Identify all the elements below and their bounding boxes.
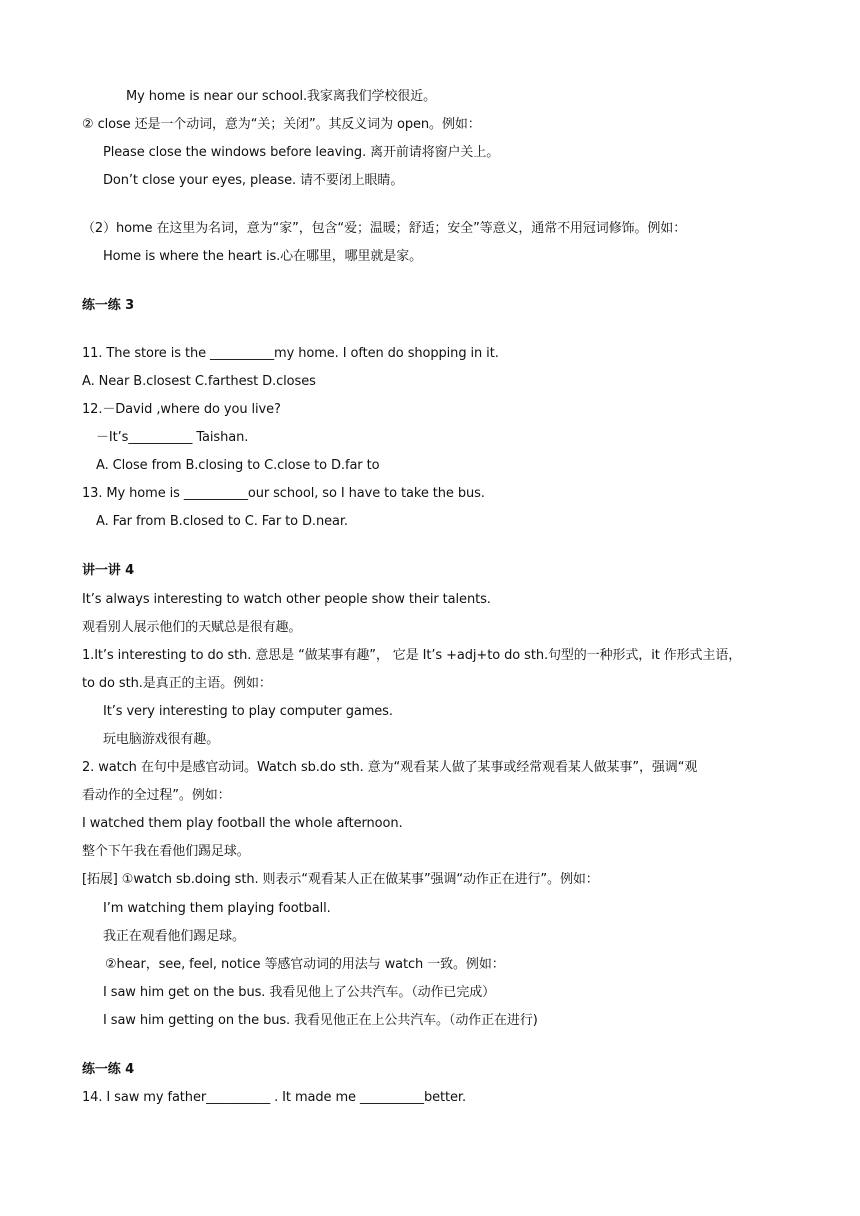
text-line: 整个下午我在看他们踢足球。 (82, 844, 250, 859)
options-line: A. Near B.closest C.farthest D.closes (82, 374, 316, 389)
question-line: 14. I saw my father__________ . It made me __________better. (82, 1090, 466, 1105)
text-line: 玩电脑游戏很有趣。 (103, 732, 220, 747)
text-line: My home is near our school.我家离我们学校很近。 (126, 89, 437, 104)
text-line: ② close 还是一个动词，意为“关；关闭”。其反义词为 open。例如： (82, 117, 481, 132)
section-heading: 练一练 3 (82, 298, 135, 313)
section-heading: 练一练 4 (82, 1062, 135, 1077)
options-line: A. Close from B.closing to C.close to D.far to (96, 458, 380, 473)
text-line: I saw him get on the bus. 我看见他上了公共汽车。（动作已完成） (103, 985, 496, 1000)
text-line: It’s always interesting to watch other people show their talents. (82, 592, 491, 607)
text-line: 我正在观看他们踢足球。 (103, 929, 245, 944)
options-line: A. Far from B.closed to C. Far to D.near. (96, 514, 348, 529)
text-line: 观看别人展示他们的天赋总是很有趣。 (82, 620, 302, 635)
text-line: Please close the windows before leaving. 离开前请将窗户关上。 (103, 145, 500, 160)
text-line: Don’t close your eyes, please. 请不要闭上眼睛。 (103, 173, 404, 188)
section-heading: 讲一讲 4 (82, 563, 135, 578)
question-line: －It’s__________ Taishan. (96, 430, 249, 445)
text-line: 1.It’s interesting to do sth. 意思是 “做某事有趣”， 它是 It’s +adj+to do sth.句型的一种形式，it 作形式主语， (82, 648, 742, 663)
text-line: Home is where the heart is.心在哪里，哪里就是家。 (103, 249, 423, 264)
text-line: I saw him getting on the bus. 我看见他正在上公共汽车。（动作正在进行) (103, 1013, 538, 1028)
text-line: I watched them play football the whole afternoon. (82, 816, 403, 831)
text-line: I’m watching them playing football. (103, 901, 331, 916)
text-line: 看动作的全过程”。例如： (82, 788, 231, 803)
text-line: （2）home 在这里为名词，意为“家”，包含“爱；温暖；舒适；安全”等意义，通常不用冠词修饰。例如： (82, 221, 687, 236)
question-line: 11. The store is the __________my home. I often do shopping in it. (82, 346, 499, 361)
text-line: [拓展] ①watch sb.doing sth. 则表示“观看某人正在做某事”强调“动作正在进行”。例如： (82, 872, 599, 887)
text-line: to do sth.是真正的主语。例如： (82, 676, 272, 691)
text-line: 2. watch 在句中是感官动词。Watch sb.do sth. 意为“观看某人做了某事或经常观看某人做某事”，强调“观 (82, 760, 698, 775)
question-line: 13. My home is __________our school, so I have to take the bus. (82, 486, 485, 501)
text-line: ②hear，see, feel, notice 等感官动词的用法与 watch 一致。例如： (105, 957, 505, 972)
question-line: 12.－David ,where do you live? (82, 402, 281, 417)
text-line: It’s very interesting to play computer games. (103, 704, 393, 719)
